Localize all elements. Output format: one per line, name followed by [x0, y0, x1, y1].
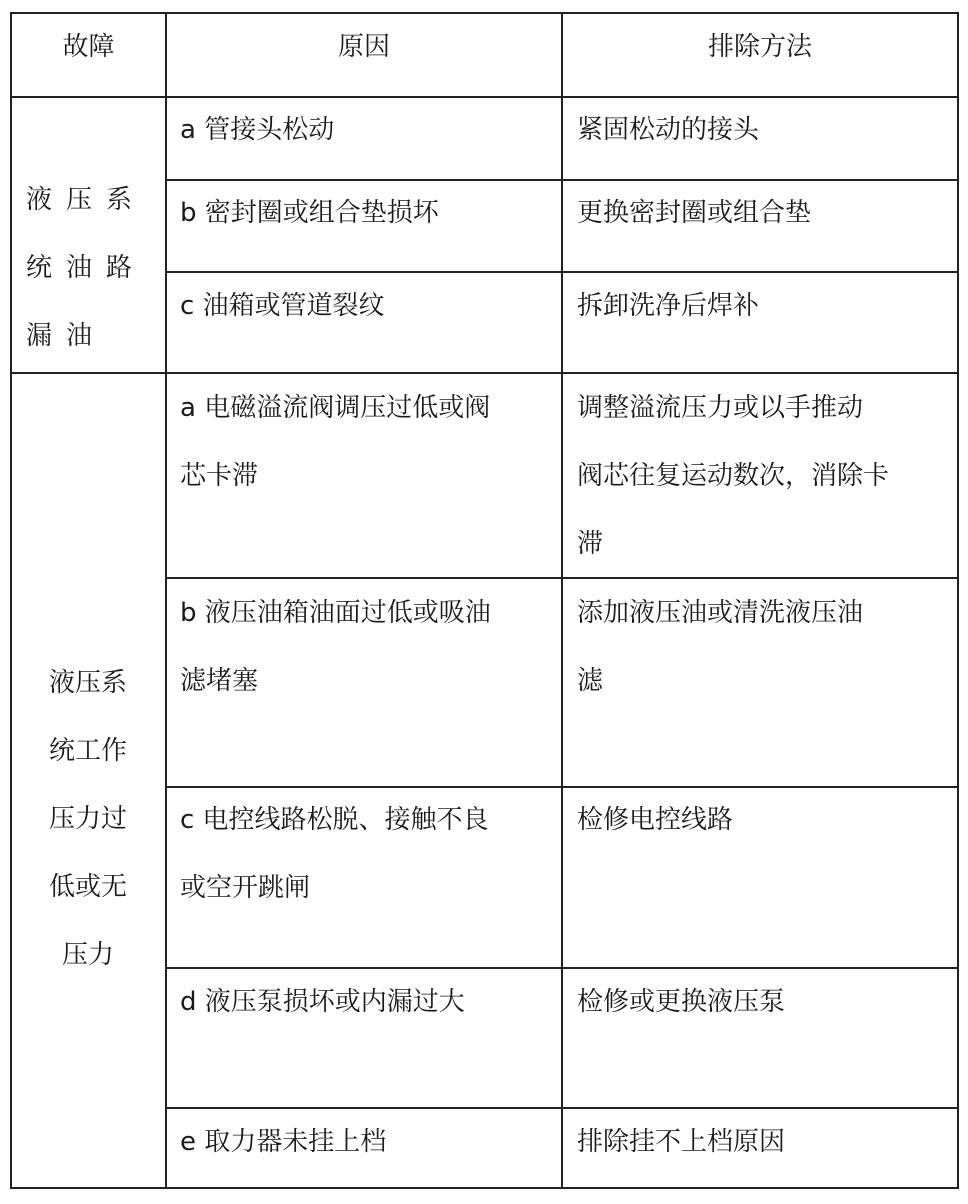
cause-line: 芯卡滞: [180, 461, 259, 491]
cause-line: c 电控线路松脱、接触不良: [180, 805, 489, 835]
header-fault: 故障: [62, 32, 115, 62]
remedy-line: 滞: [577, 529, 604, 559]
remedy-line: 调整溢流压力或以手推动: [577, 393, 864, 423]
group-divider: [10, 372, 959, 374]
fault-line: 液压系: [48, 668, 127, 698]
remedy-cell: [577, 289, 759, 357]
fault-line: 统工作: [48, 736, 127, 766]
fault-line: 压力: [61, 940, 114, 970]
remedy-line: 检修或更换液压泵: [577, 987, 786, 1017]
remedy-line: 排除挂不上档原因: [577, 1127, 786, 1157]
remedy-line: 拆卸洗净后焊补: [577, 291, 760, 321]
cause-line: a 管接头松动: [180, 115, 335, 145]
cause-line: b 液压油箱油面过低或吸油: [180, 598, 491, 628]
remedy-cell: [577, 985, 785, 1053]
fault-line: 液压系: [26, 185, 147, 215]
table-border-left: [10, 12, 12, 1189]
cause-line: d 液压泵损坏或内漏过大: [180, 987, 465, 1017]
cause-line: 滤堵塞: [180, 666, 259, 696]
remedy-cell: [577, 113, 759, 181]
table-border-bottom: [10, 1187, 959, 1189]
fault-oil-leak: [26, 183, 146, 387]
cause-cell: [180, 985, 465, 1053]
cause-cell: [180, 289, 385, 357]
remedy-cell: [577, 196, 811, 264]
cause-line: b 密封圈或组合垫损坏: [180, 198, 439, 228]
column-divider: [165, 12, 167, 1189]
remedy-line: 滤: [577, 666, 604, 696]
table-border-top: [10, 12, 959, 14]
cause-line: 或空开跳闸: [180, 873, 311, 903]
cause-line: e 取力器未挂上档: [180, 1127, 387, 1157]
column-divider: [561, 12, 563, 1189]
header-divider: [10, 96, 959, 98]
cause-line: c 油箱或管道裂纹: [180, 291, 385, 321]
cause-cell: [180, 391, 490, 527]
cause-cell: [180, 113, 334, 181]
remedy-cell: [577, 596, 863, 732]
header-remedy: 排除方法: [707, 32, 812, 62]
cause-cell: [180, 196, 439, 264]
cause-cell: [180, 596, 491, 732]
remedy-line: 添加液压油或清洗液压油: [577, 598, 864, 628]
table-border-right: [957, 12, 959, 1189]
fault-low-pressure: [12, 666, 164, 1006]
fault-line: 低或无: [48, 872, 127, 902]
remedy-cell: [577, 391, 889, 595]
cause-cell: [180, 1125, 386, 1193]
remedy-line: 更换密封圈或组合垫: [577, 198, 812, 228]
header-cause: 原因: [337, 32, 390, 62]
fault-line: 漏油: [26, 321, 107, 351]
cause-line: a 电磁溢流阀调压过低或阀: [180, 393, 491, 423]
fault-line: 统油路: [26, 253, 147, 283]
remedy-cell: [577, 1125, 785, 1193]
remedy-line: 阀芯往复运动数次，消除卡: [577, 461, 890, 491]
fault-line: 压力过: [48, 804, 127, 834]
remedy-line: 检修电控线路: [577, 805, 734, 835]
remedy-line: 紧固松动的接头: [577, 115, 760, 145]
remedy-cell: [577, 803, 733, 871]
cause-cell: [180, 803, 489, 939]
